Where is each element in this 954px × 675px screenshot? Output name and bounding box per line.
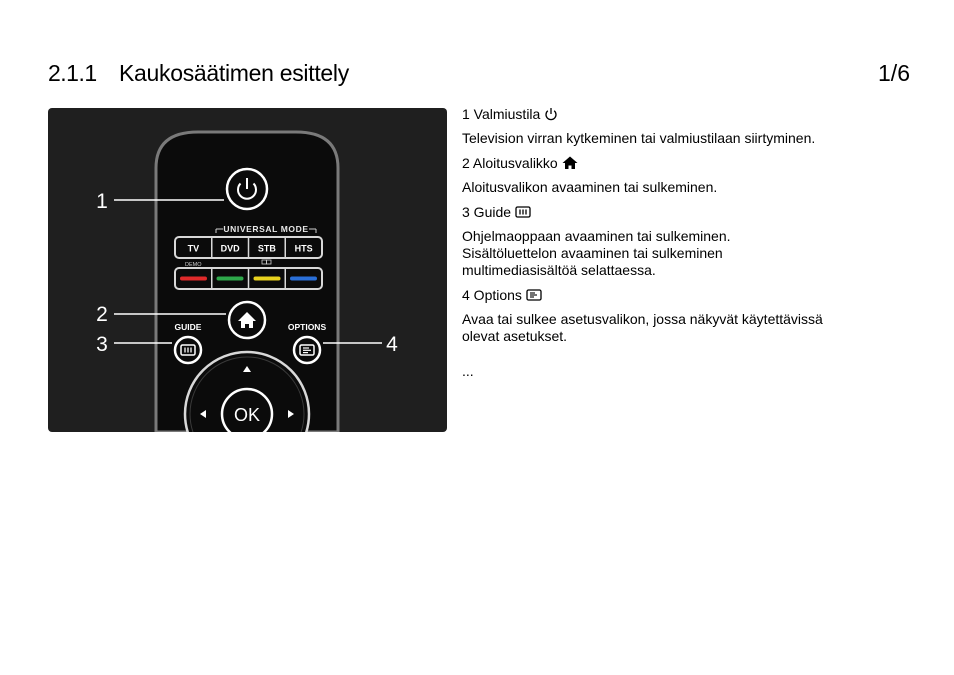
description-item-power bbox=[462, 104, 862, 147]
power-icon bbox=[544, 107, 558, 121]
item-description: Television virran kytkeminen tai valmiustilaan siirtyminen. bbox=[462, 130, 816, 146]
ok-label: OK bbox=[233, 405, 261, 425]
demo-label: DEMO bbox=[185, 262, 202, 268]
item-description: Aloitusvalikon avaaminen tai sulkeminen. bbox=[462, 179, 718, 195]
guide-icon bbox=[515, 206, 531, 218]
description-item-guide bbox=[462, 202, 862, 279]
guide-label: GUIDE bbox=[174, 322, 202, 332]
remote-illustration bbox=[48, 108, 447, 432]
description-item-options bbox=[462, 285, 862, 345]
item-description: Avaa tai sulkee asetusvalikon, jossa näkyvät käytettävissä olevat asetukset. bbox=[462, 311, 823, 344]
item-title: 3 Guide bbox=[462, 203, 512, 220]
options-icon bbox=[526, 289, 542, 301]
continuation-ellipsis: ... bbox=[462, 363, 474, 379]
item-title: 1 Valmiustila bbox=[462, 105, 541, 122]
remote-control-figure bbox=[48, 108, 447, 432]
item-heading bbox=[462, 153, 862, 173]
mode-button-hts[interactable]: HTS bbox=[294, 243, 313, 254]
mode-button-dvd[interactable]: DVD bbox=[220, 243, 240, 254]
description-list bbox=[462, 104, 862, 380]
power-button[interactable] bbox=[227, 169, 267, 209]
blue-button[interactable] bbox=[290, 277, 317, 281]
callout-2: 2 bbox=[96, 303, 108, 326]
item-title: 4 Options bbox=[462, 286, 522, 303]
home-icon bbox=[562, 156, 578, 170]
guide-button[interactable] bbox=[175, 337, 201, 363]
green-button[interactable] bbox=[217, 277, 244, 281]
mode-button-tv[interactable]: TV bbox=[187, 243, 200, 254]
page-indicator: 1/6 bbox=[878, 60, 910, 86]
section-title: Kaukosäätimen esittely bbox=[119, 60, 349, 86]
callout-4: 4 bbox=[386, 333, 398, 356]
item-title: 2 Aloitusvalikko bbox=[462, 154, 558, 171]
item-description: Ohjelmaoppaan avaaminen tai sulkeminen. Sisältöluettelon avaaminen tai sulkeminen multimediasisältöä selattaessa. bbox=[462, 228, 731, 278]
description-item-home bbox=[462, 153, 862, 196]
section-number: 2.1.1 bbox=[48, 60, 97, 86]
options-button[interactable] bbox=[294, 337, 320, 363]
callout-3: 3 bbox=[96, 333, 108, 356]
yellow-button[interactable] bbox=[254, 277, 281, 281]
home-button[interactable] bbox=[229, 302, 265, 338]
callout-1: 1 bbox=[96, 190, 108, 213]
color-buttons bbox=[175, 268, 322, 289]
item-heading bbox=[462, 202, 862, 222]
mode-buttons bbox=[175, 237, 322, 258]
mode-button-stb[interactable]: STB bbox=[257, 243, 276, 254]
ok-button[interactable] bbox=[222, 389, 272, 432]
item-heading bbox=[462, 104, 862, 124]
options-label: OPTIONS bbox=[287, 322, 327, 332]
page-header bbox=[48, 60, 910, 94]
universal-mode-label: UNIVERSAL MODE bbox=[223, 224, 309, 234]
red-button[interactable] bbox=[180, 277, 207, 281]
item-heading bbox=[462, 285, 862, 305]
